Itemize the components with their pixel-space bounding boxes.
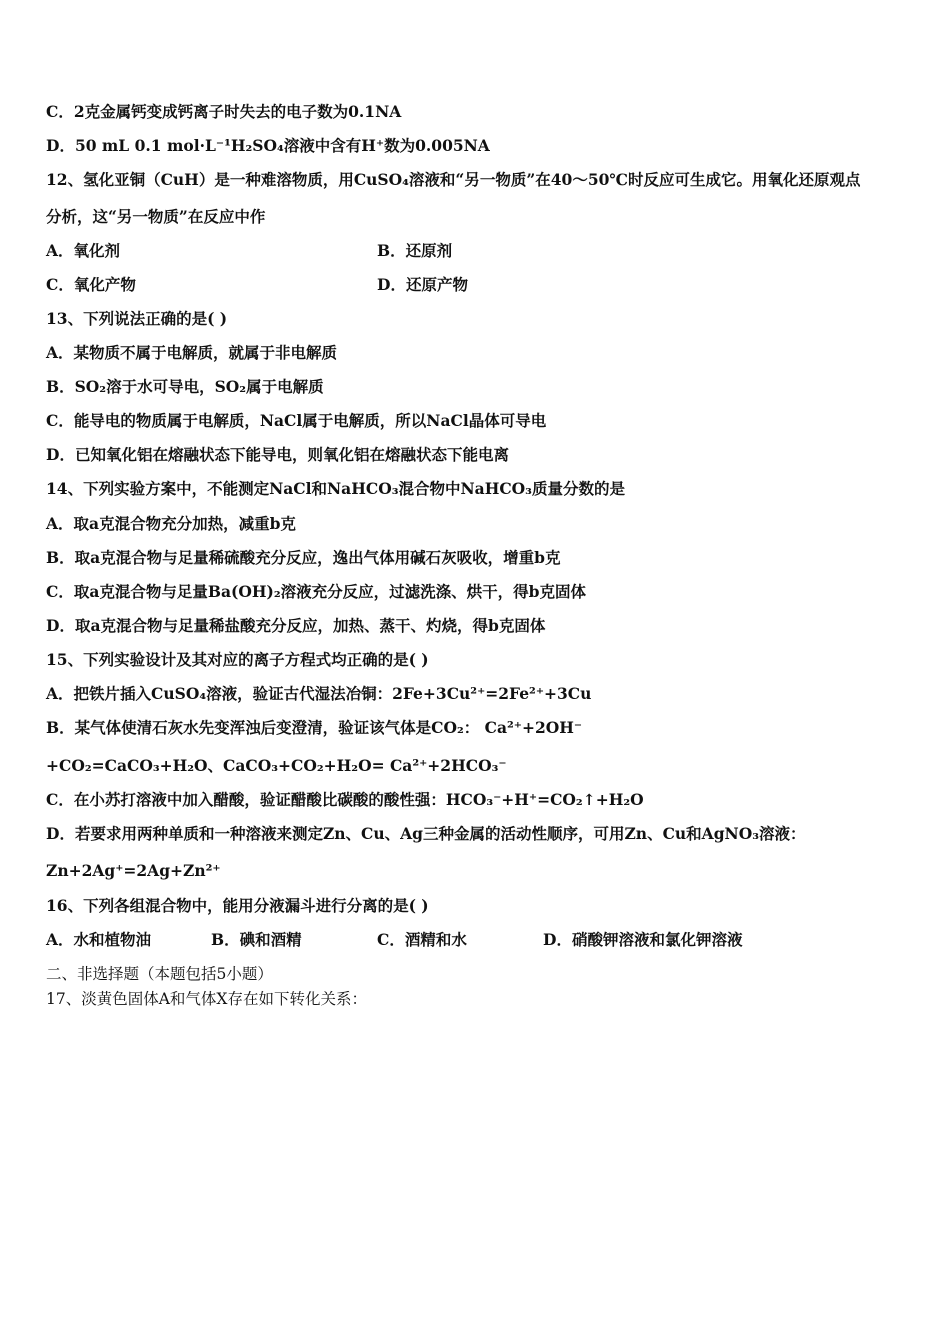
option-c-q14: C．取a克混合物与足量Ba(OH)₂溶液充分反应，过滤洗涤、烘干，得b克固体 — [46, 582, 586, 601]
question-13-text: 13、下列说法正确的是( ) — [46, 309, 228, 328]
option-a-q13: A．某物质不属于电解质，就属于非电解质 — [46, 343, 338, 362]
option-a-q16: A．水和植物油 — [46, 930, 152, 949]
option-b-q16: B．碘和酒精 — [211, 930, 302, 949]
question-12-text: 12、氢化亚铜（CuH）是一种难溶物质，用CuSO₄溶液和“另一物质”在40～50℃时反应可生成它。用氧化还原观点 — [46, 170, 861, 189]
question-15-text: 15、下列实验设计及其对应的离子方程式均正确的是( ) — [46, 650, 429, 669]
option-c-q12: C．氧化产物 — [46, 275, 136, 294]
question-14-text: 14、下列实验方案中，不能测定NaCl和NaHCO₃混合物中NaHCO₃质量分数的是 — [46, 479, 625, 498]
option-d-q13: D．已知氧化铝在熔融状态下能导电，则氧化铝在熔融状态下能电离 — [46, 445, 509, 464]
option-d-q15: D．若要求用两种单质和一种溶液来测定Zn、Cu、Ag三种金属的活动性顺序，可用Zn、Cu和AgNO₃溶液： — [46, 824, 806, 843]
option-a-q12: A．氧化剂 — [46, 241, 121, 260]
option-b-q12: B．还原剂 — [377, 241, 453, 260]
question-12-text-cont: 分析，这“另一物质”在反应中作 — [46, 207, 266, 226]
option-a-q14: A．取a克混合物充分加热，减重b克 — [46, 514, 296, 533]
option-b-q13: B．SO₂溶于水可导电，SO₂属于电解质 — [46, 377, 324, 396]
option-b-q14: B．取a克混合物与足量稀硫酸充分反应，逸出气体用碱石灰吸收，增重b克 — [46, 548, 561, 567]
option-b-q15-cont: +CO₂=CaCO₃+H₂O、CaCO₃+CO₂+H₂O= Ca²⁺+2HCO₃⁻ — [46, 756, 507, 775]
option-c-q11: C．2克金属钙变成钙离子时失去的电子数为0.1NA — [46, 102, 402, 121]
question-16-text: 16、下列各组混合物中，能用分液漏斗进行分离的是( ) — [46, 896, 429, 915]
question-17-text: 17、淡黄色固体A和气体X存在如下转化关系： — [46, 990, 367, 1008]
option-d-q15-cont: Zn+2Ag⁺=2Ag+Zn²⁺ — [46, 861, 221, 880]
option-c-q15: C．在小苏打溶液中加入醋酸，验证醋酸比碳酸的酸性强：HCO₃⁻+H⁺=CO₂↑+H₂O — [46, 790, 644, 809]
option-a-q15: A．把铁片插入CuSO₄溶液，验证古代湿法冶铜：2Fe+3Cu²⁺=2Fe²⁺+3Cu — [46, 684, 592, 703]
option-d-q12: D．还原产物 — [377, 275, 468, 294]
section-heading: 二、非选择题（本题包括5小题） — [46, 965, 273, 983]
option-b-q15: B．某气体使清石灰水先变浑浊后变澄清，验证该气体是CO₂： Ca²⁺+2OH⁻ — [46, 718, 583, 737]
option-c-q13: C．能导电的物质属于电解质，NaCl属于电解质，所以NaCl晶体可导电 — [46, 411, 547, 430]
option-d-q14: D．取a克混合物与足量稀盐酸充分反应，加热、蒸干、灼烧，得b克固体 — [46, 616, 546, 635]
option-d-q11: D．50 mL 0.1 mol·L⁻¹H₂SO₄溶液中含有H⁺数为0.005NA — [46, 136, 490, 155]
option-c-q16: C．酒精和水 — [377, 930, 467, 949]
option-d-q16: D．硝酸钾溶液和氯化钾溶液 — [543, 930, 743, 949]
